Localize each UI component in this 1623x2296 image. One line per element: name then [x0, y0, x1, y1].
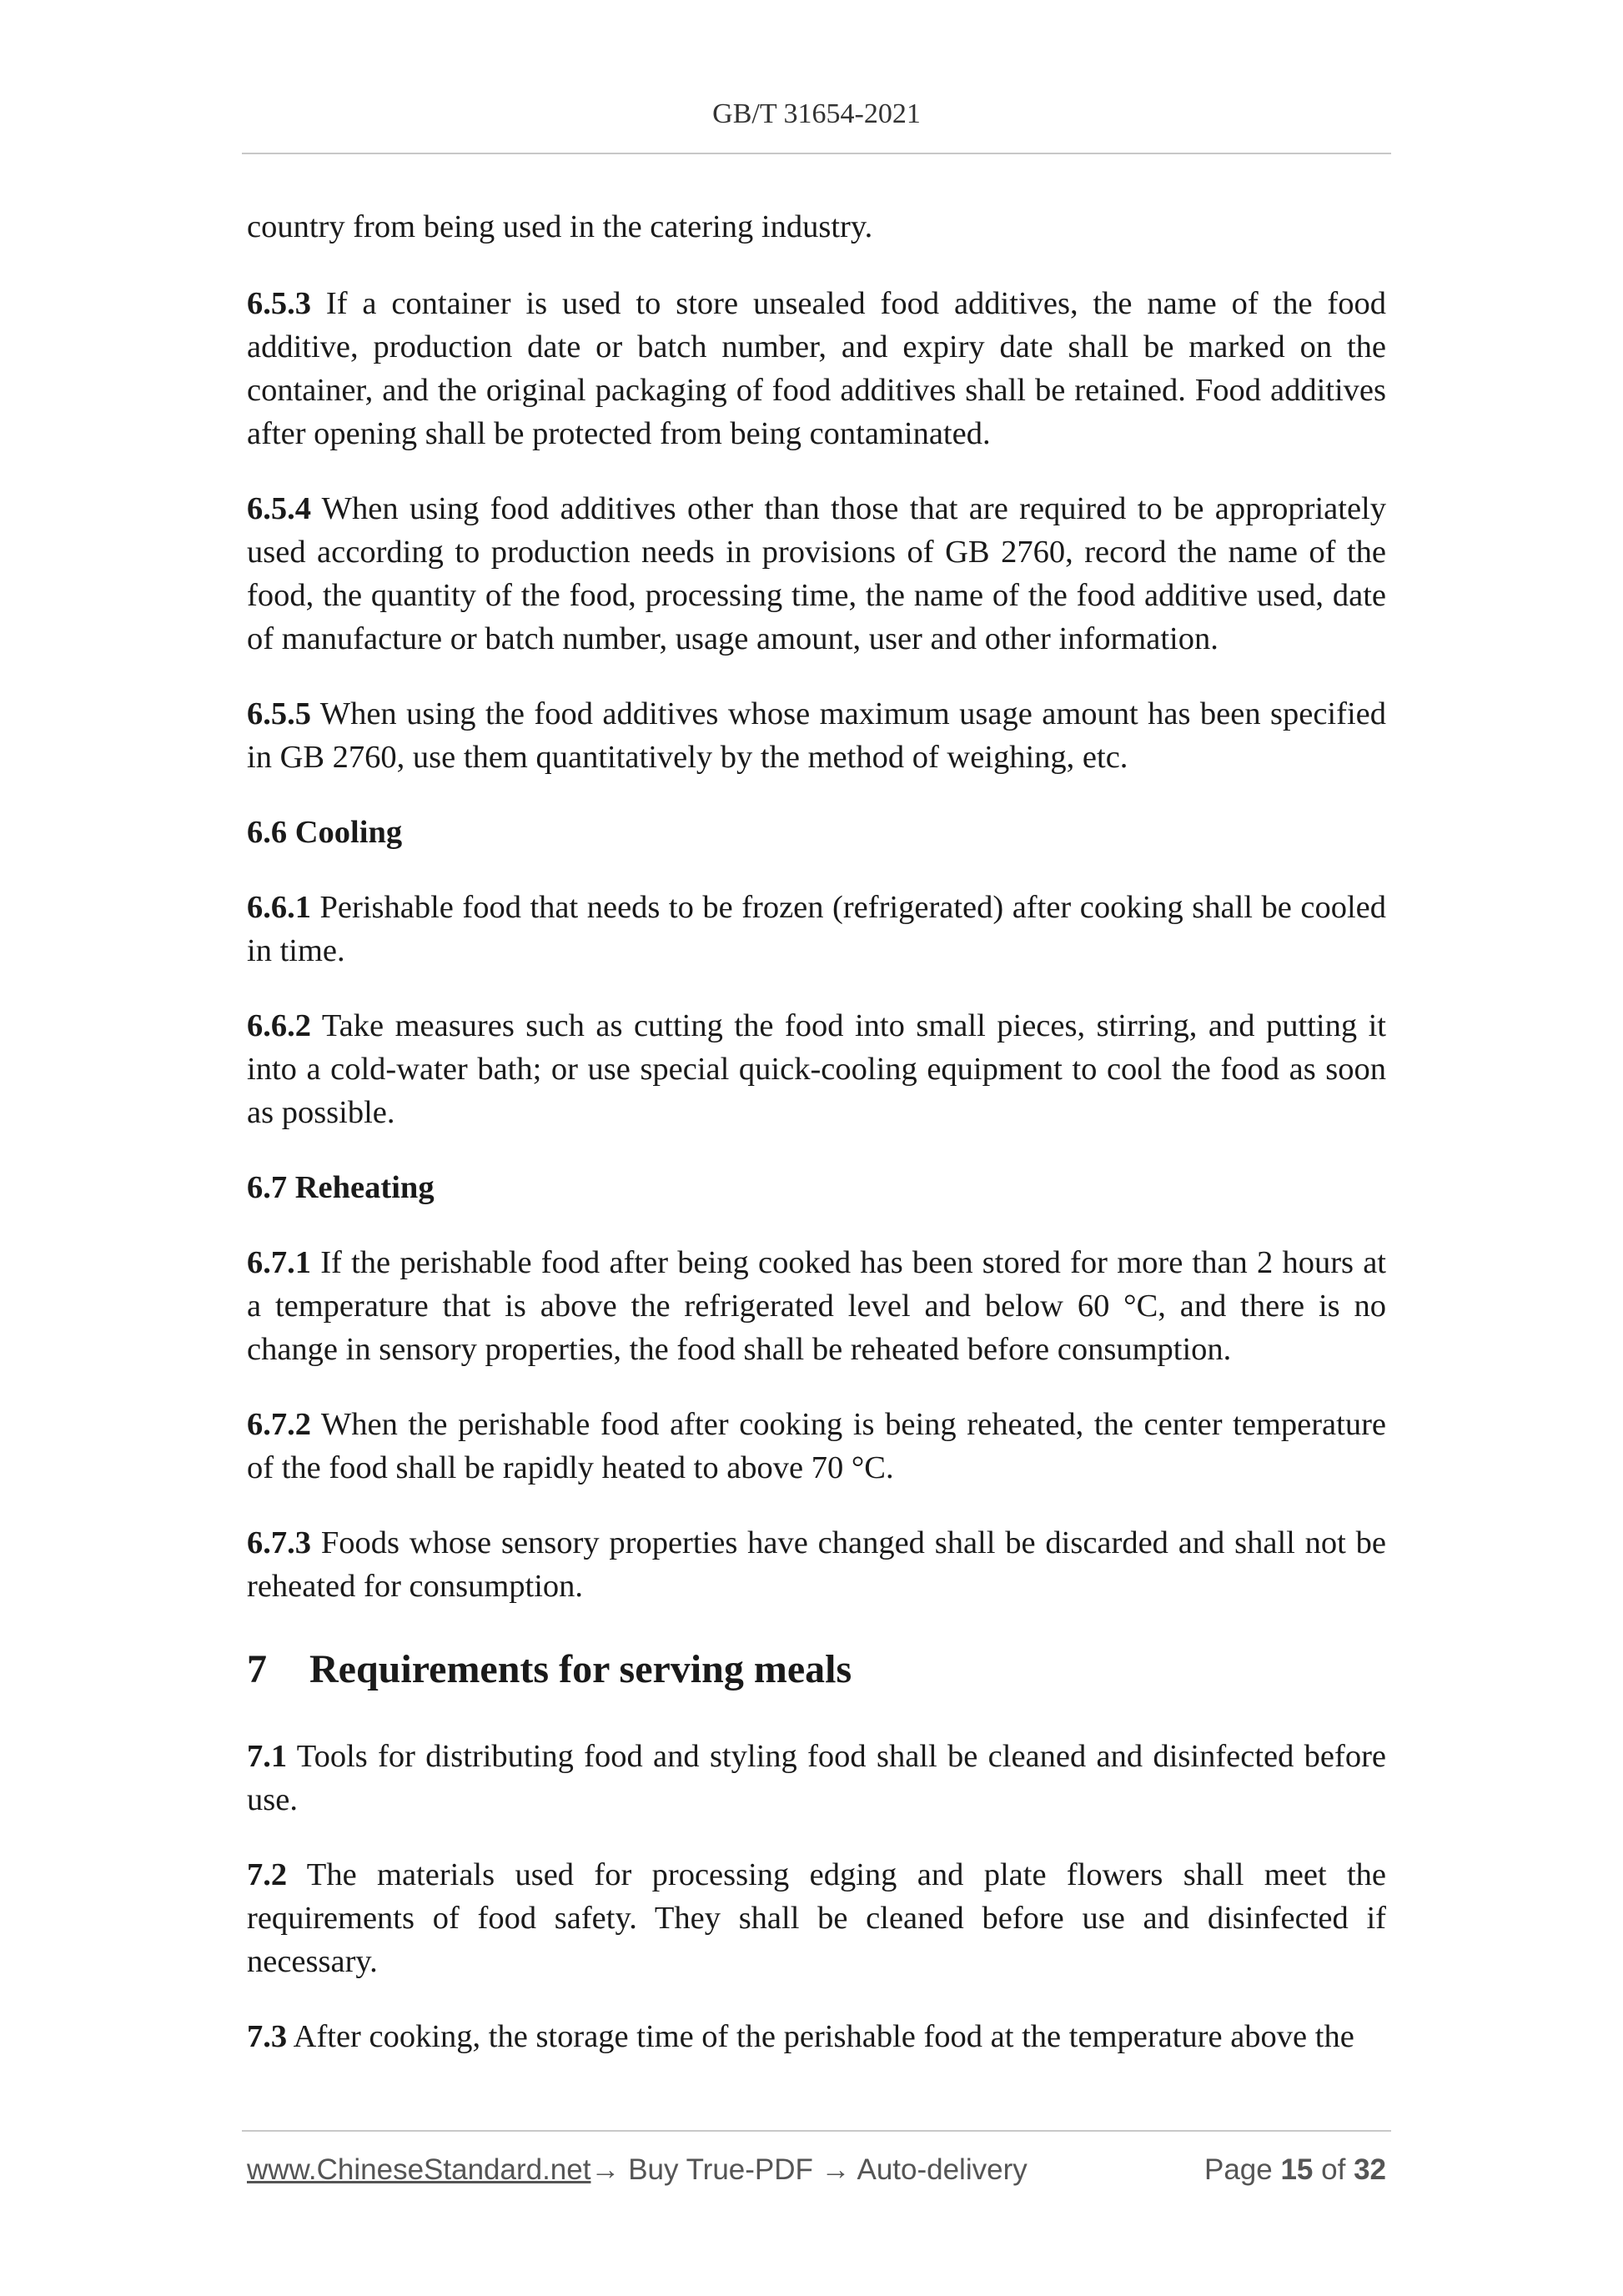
arrow-icon: → [590, 2153, 621, 2186]
clause-number: 6.5.5 [247, 696, 311, 731]
clause-6-7-2 [247, 1403, 1386, 1490]
section-heading-6-6: 6.6 Cooling [247, 815, 403, 850]
page-label: Page [1203, 2153, 1273, 2186]
clause-number: 6.6.1 [247, 890, 311, 925]
clause-text: When the perishable food after cooking is being reheated, the center temperature of the food shall be rapidly heated to above 70 °C. [247, 1407, 1386, 1485]
footer-promo [247, 2153, 1028, 2186]
page-indicator [1204, 2152, 1386, 2188]
clause-6-5-5 [247, 692, 1386, 779]
clause-6-5-3 [247, 282, 1386, 455]
buy-text: Buy True-PDF [628, 2153, 813, 2186]
delivery-text: Auto-delivery [857, 2153, 1028, 2186]
clause-6-6-1 [247, 886, 1386, 972]
clause-text: The materials used for processing edging and plate flowers shall meet the requirements of food safety. They shall be cleaned before use and disinfected if necessary. [247, 1857, 1386, 1979]
running-header: GB/T 31654-2021 [712, 98, 921, 129]
clause-number: 6.7.3 [247, 1525, 311, 1560]
page-number: 15 [1280, 2153, 1314, 2186]
clause-text: After cooking, the storage time of the perishable food at the temperature above the [293, 2019, 1354, 2054]
page-footer [247, 2152, 1386, 2188]
continued-paragraph: country from being used in the catering industry. [247, 209, 873, 244]
of-label: of [1321, 2153, 1346, 2186]
clause-7-1 [247, 1735, 1386, 1821]
clause-number: 6.7.2 [247, 1407, 311, 1442]
clause-text: Tools for distributing food and styling food shall be cleaned and disinfected before use. [247, 1739, 1386, 1817]
header-divider [242, 153, 1391, 154]
clause-number: 6.6.2 [247, 1008, 311, 1043]
clause-text: When using the food additives whose maximum usage amount has been specified in GB 2760, use them quantitatively by the method of weighing, etc. [247, 696, 1386, 775]
section-heading-6-7: 6.7 Reheating [247, 1170, 435, 1205]
clause-number: 7.2 [247, 1857, 288, 1892]
clause-text: When using food additives other than those that are required to be appropriately used according to production needs in provisions of GB 2760, record the name of the food, the quantity of the food, processing time, the name of the food additive used, date of manufacture or batch number, usage amount, user and other information. [247, 491, 1387, 656]
clause-text: Perishable food that needs to be frozen (refrigerated) after cooking shall be cooled in time. [247, 890, 1386, 968]
chapter-number: 7 [247, 1647, 267, 1691]
site-link[interactable]: www.ChineseStandard.net [247, 2153, 591, 2186]
clause-6-6-2 [247, 1004, 1386, 1134]
footer-divider [242, 2130, 1391, 2132]
page-total: 32 [1354, 2153, 1386, 2186]
clause-text: If the perishable food after being cooked has been stored for more than 2 hours at a temperature that is above the refrigerated level and below 60 °C, and there is no change in sensory properties, the food shall be reheated before consumption. [247, 1245, 1387, 1367]
clause-number: 6.7.1 [247, 1245, 311, 1280]
chapter-title: Requirements for serving meals [309, 1647, 852, 1691]
clause-6-7-3 [247, 1521, 1386, 1608]
clause-text: If a container is used to store unsealed food additives, the name of the food additive, production date or batch number, and expiry date shall be marked on the container, and the original packaging of food additives shall be retained. Food additives after opening shall be protected from being contaminated. [247, 286, 1387, 451]
clause-text: Take measures such as cutting the food into small pieces, stirring, and putting it into a cold-water bath; or use special quick-cooling equipment to cool the food as soon as possible. [247, 1008, 1386, 1130]
clause-number: 7.1 [247, 1739, 288, 1774]
clause-number: 6.5.3 [247, 286, 311, 321]
clause-text: Foods whose sensory properties have changed shall be discarded and shall not be reheated for consumption. [247, 1525, 1386, 1604]
arrow-icon: → [821, 2153, 851, 2186]
clause-6-7-1 [247, 1241, 1386, 1371]
clause-number: 7.3 [247, 2019, 288, 2054]
clause-6-5-4 [247, 487, 1386, 661]
clause-number: 6.5.4 [247, 491, 311, 526]
clause-7-3 [247, 2015, 1386, 2058]
chapter-heading-7 [247, 1643, 1386, 1696]
clause-7-2 [247, 1853, 1386, 1983]
document-body [247, 205, 1386, 2090]
